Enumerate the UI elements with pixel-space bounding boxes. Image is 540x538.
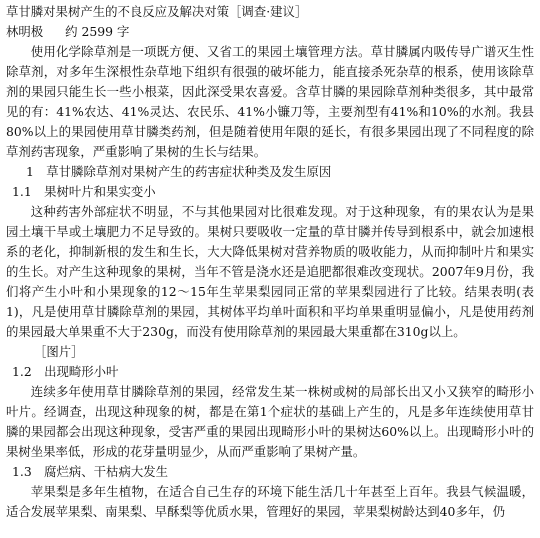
word-count: 约 2599 字 <box>65 24 130 39</box>
section-heading-1: 1 草甘膦除草剂对果树产生的药害症状种类及发生原因 <box>26 164 332 179</box>
paragraph-1-1: 这种药害外部症状不明显，不与其他果园对比很难发现。对于这种现象，有的果农认为是果园土壤干旱或土壤肥力不足导致的。果树只要吸收一定量的草甘膦并传导到根系中，就会加速根系的老化，抑制新根的发生和生长，大大降低果树对营养物质的吸收能力，从而抑制叶片和果实的生长。对产生这种现象的果树，当年不管是浇水还是追肥都很难改变现状。2007年9月份，我们将产生小叶和小果现象的12～15年生苹果梨园同正常的苹果梨园进行了比较。结果表明(表1)，凡是使用草甘膦除草剂的果园，其树体平均单叶面积和平均单果重明显偏小，凡是使用药剂的果园最大单果重不大于230g，而没有使用除草剂的果园最大果重都在310g以上。 <box>6 204 534 339</box>
author-name: 林明极 <box>6 24 44 39</box>
paragraph-1-3: 苹果梨是多年生植物，在适合自己生存的环境下能生活几十年甚至上百年。我县气候温暖，适合发展苹果梨、南果梨、早酥梨等优质水果，管理好的果园，苹果梨树龄达到40多年，仍 <box>6 484 534 519</box>
paragraph-1-2: 连续多年使用草甘膦除草剂的果园，经常发生某一株树或树的局部长出又小又狭窄的畸形小叶片。经调查，出现这种现象的树，都是在第1个症状的基础上产生的，凡是多年连续使用草甘膦的果园都会出现这种现象，受害严重的果园出现畸形小叶的果树达60%以上。出现畸形小叶的果树坐果率低，形成的花芽量明显少，从而严重影响了果树产量。 <box>6 384 534 459</box>
figure-placeholder: ［图片］ <box>34 344 84 359</box>
byline <box>6 22 534 42</box>
subsection-heading-1-2: 1.2 出现畸形小叶 <box>12 364 119 379</box>
article-title[interactable]: 草甘膦对果树产生的不良反应及解决对策［调查·建议］ <box>6 4 308 19</box>
subsection-heading-1-3: 1.3 腐烂病、干枯病大发生 <box>12 464 169 479</box>
intro-paragraph: 使用化学除草剂是一项既方便、又省工的果园土壤管理方法。草甘膦属内吸传导广谱灭生性除草剂，对多年生深根性杂草地下组织有很强的破坏能力，能直接杀死杂草的根系，使用该除草剂的果园只能生长一些小根菜，因此深受果农喜爱。含草甘膦的果园除草剂种类很多，其中最常见的有：41%农达、41%灵达、农民乐、41%小镰刀等，主要剂型有41%和10%的水剂。我县80%以上的果园使用草甘膦类药剂，但是随着使用年限的延长，有很多果园出现了不同程度的除草剂药害现象，严重影响了果树的生长与结果。 <box>6 44 534 159</box>
subsection-heading-1-1: 1.1 果树叶片和果实变小 <box>12 184 156 199</box>
